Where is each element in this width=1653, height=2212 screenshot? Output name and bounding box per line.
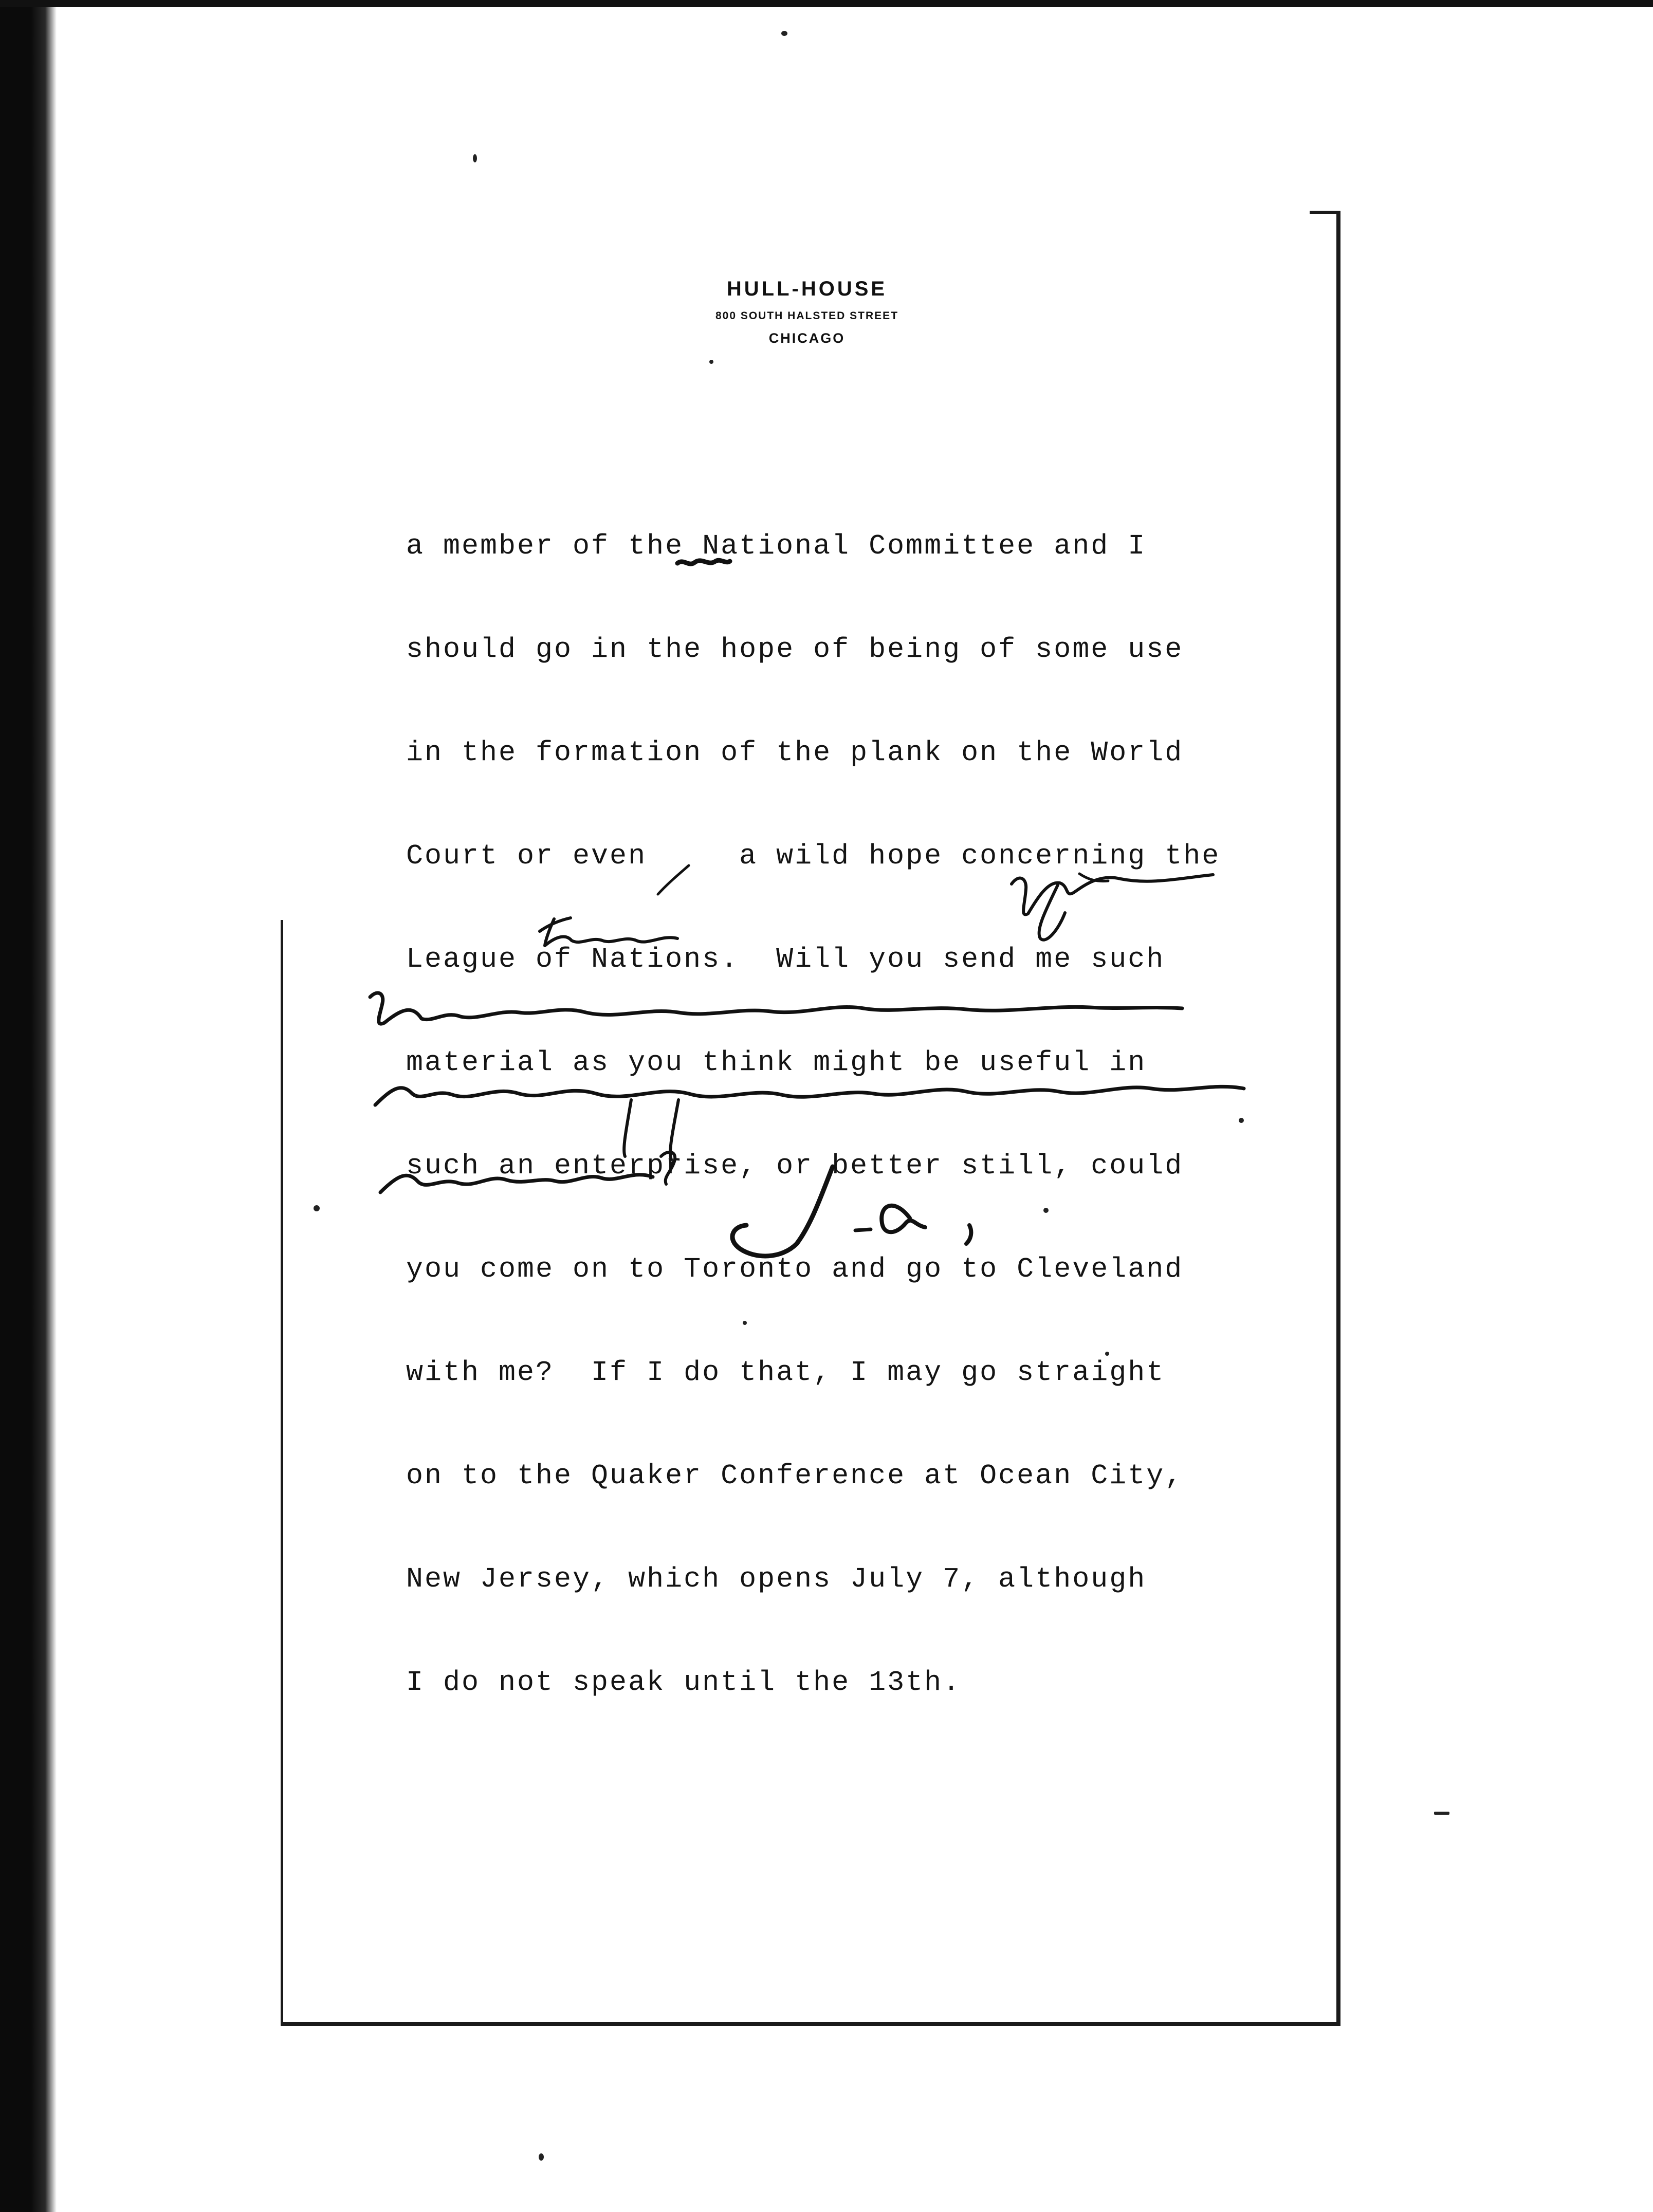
scan-speck <box>1239 1118 1244 1123</box>
letterhead-city: CHICAGO <box>768 330 846 346</box>
scan-speck <box>709 360 713 364</box>
letter-line: I do not speak until the 13th. <box>406 1666 962 1699</box>
letter-line: in the formation of the plank on the World <box>406 736 1184 769</box>
letterhead-street: 800 SOUTH HALSTED STREET <box>715 310 899 322</box>
handwritten-word-there <box>540 918 677 946</box>
letter-line: material as you think might be useful in <box>406 1046 1147 1079</box>
letter-line: should go in the hope of being of some use <box>406 633 1184 666</box>
handwritten-line-program-descender <box>624 1100 678 1159</box>
letter-line: Court or even a wild hope concerning the <box>406 840 1221 872</box>
letter-line: a member of the National Committee and I <box>406 530 1147 562</box>
letterhead-name: HULL-HOUSE <box>726 278 888 300</box>
handwritten-line-what-for <box>380 1175 653 1192</box>
scan-speck <box>743 1321 747 1325</box>
letter-line: you come on to Toronto and go to Cleveland <box>406 1253 1184 1285</box>
letter-line: such an enterprise, or better still, could <box>406 1150 1184 1182</box>
handwritten-initial-j <box>732 1167 833 1256</box>
handwritten-line-friends-conference <box>370 993 1182 1024</box>
handwritten-insertion-top <box>1012 875 1213 914</box>
handwritten-comma <box>966 1225 971 1244</box>
handwritten-initial-a <box>881 1206 925 1232</box>
handwritten-struck-word <box>677 560 730 564</box>
scan-speck <box>1105 1352 1109 1356</box>
scan-speck <box>1043 1208 1049 1213</box>
handwritten-dash <box>855 1229 871 1230</box>
scan-speck <box>473 154 477 162</box>
handwritten-question-mark <box>661 1152 675 1184</box>
scan-speck <box>539 2153 544 2161</box>
letter-line: New Jersey, which opens July 7, although <box>406 1563 1147 1595</box>
handwritten-caret <box>658 865 689 894</box>
scan-speck <box>314 1205 320 1211</box>
scan-speck <box>1434 1812 1449 1815</box>
letter-line: on to the Quaker Conference at Ocean City, <box>406 1460 1184 1492</box>
letter-line: with me? If I do that, I may go straight <box>406 1356 1165 1389</box>
handwritten-line-program <box>375 1086 1244 1105</box>
scan-speck <box>781 31 787 36</box>
letter-line: League of Nations. Will you send me such <box>406 943 1165 975</box>
